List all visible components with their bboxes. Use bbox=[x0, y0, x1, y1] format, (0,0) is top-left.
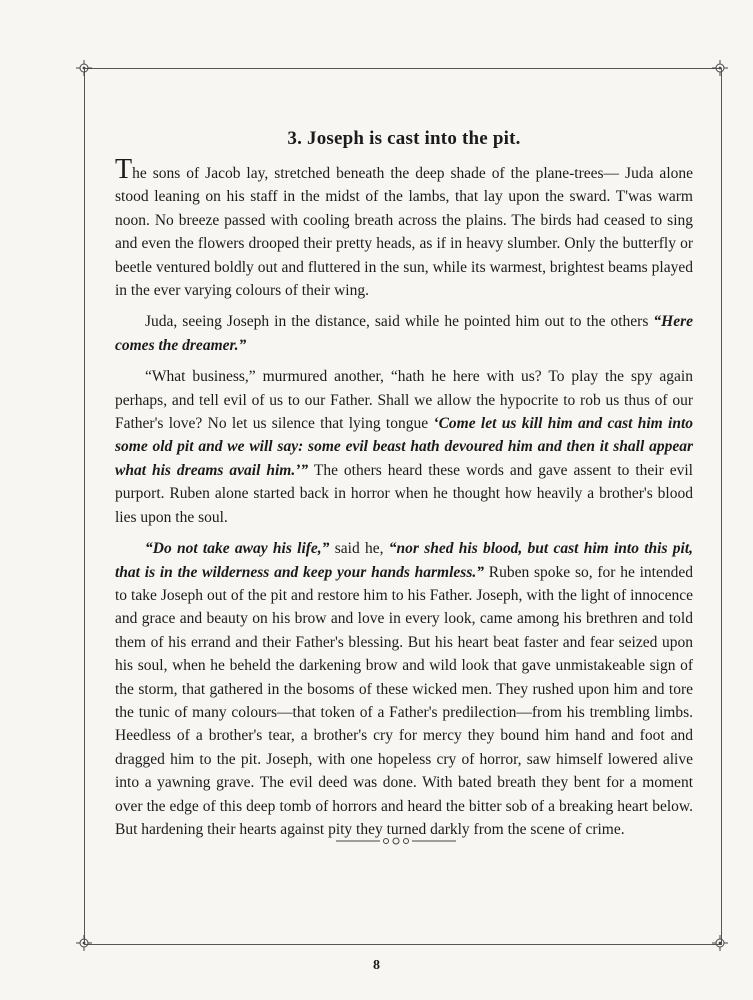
paragraph-4-mid: said he, bbox=[334, 540, 384, 558]
paragraph-4-tail: Ruben spoke so, for he intended to take Joseph out of the pit and restore him to his Father. Joseph, with the light of innocence and grace and beauty on his brow and love in every look, came among his brethren and told them of his errand and their Father's blessing. But his heart beat faster and fear seized upon his soul, when he beheld the darkening brow and wild look that gave unmistakeable sign of the storm, that gathered in the bosoms of these wicked men. They rushed upon him and tore the tunic of many colours—that token of a Father's predilection—from his trembling limbs. Heedless of a brother's tear, a brother's cry for mercy they bound him hand and foot and dragged him to the pit. Joseph, with one hopeless cry of horror, saw himself lowered alive into a yawning grave. The evil deed was done. With bated breath they bent for a moment over the edge of this deep tomb of horrors and heard the bitter sob of a breaking heart below. But hardening their hearts against pity they turned darkly from the scene of crime. bbox=[115, 563, 694, 838]
paragraph-4-quote-2: “nor shed his blood, but cast him into this pit, that is in the wilderness and keep your hands harmless.” bbox=[115, 540, 694, 581]
paragraph-1-text: he sons of Jacob lay, stretched beneath the deep shade of the plane-trees— Juda alone stood leaning on his staff in the midst of the lambs, that lay upon the sward. T'was warm noon. No breeze passed with cooling breath across the plains. The birds had ceased to sing and even the flowers drooped their pretty heads, as if in heavy slumber. Only the butterfly or beetle ventured boldly out and fluttered in the sun, while its warmest, brightest beams played in the ever varying colours of their wing. bbox=[115, 165, 693, 300]
paragraph-3-quote: ‘Come let us kill him and cast him into some old pit and we will say: some evil beast hath devoured him and then it shall appear what his dreams avail him.’” bbox=[115, 415, 694, 479]
paragraph-4-quote-1: “Do not take away his life,” bbox=[145, 540, 330, 558]
paragraph-2-quote: “Here comes the dreamer.” bbox=[115, 313, 694, 354]
chapter-content bbox=[115, 128, 693, 849]
paragraph-3-text: “What business,” murmured another, “hath he here with us? To play the spy again perhaps, and tell evil of us to our Father. Shall we allow the hypocrite to rob us thus of our Father's love? No let us silence that lying tongue bbox=[115, 368, 693, 433]
section-divider-ornament-icon bbox=[336, 835, 456, 847]
corner-ornament-icon bbox=[711, 934, 729, 952]
paragraph-3 bbox=[115, 365, 693, 529]
paragraph-4 bbox=[115, 537, 693, 841]
chapter-title: 3. Joseph is cast into the pit. bbox=[287, 128, 521, 149]
corner-ornament-icon bbox=[711, 59, 729, 77]
corner-ornament-icon bbox=[75, 934, 93, 952]
paragraph-3-tail: The others heard these words and gave assent to their evil purport. Ruben alone started back in horror when he thought how heavily a brother's blood lies upon the soul. bbox=[115, 461, 693, 526]
paragraph-2-text: Juda, seeing Joseph in the distance, said while he pointed him out to the others bbox=[145, 313, 649, 331]
corner-ornament-icon bbox=[75, 59, 93, 77]
paragraph-2 bbox=[115, 310, 693, 357]
page-number: 8 bbox=[373, 958, 380, 973]
paragraph-1 bbox=[115, 154, 693, 302]
drop-cap: T bbox=[115, 154, 133, 185]
